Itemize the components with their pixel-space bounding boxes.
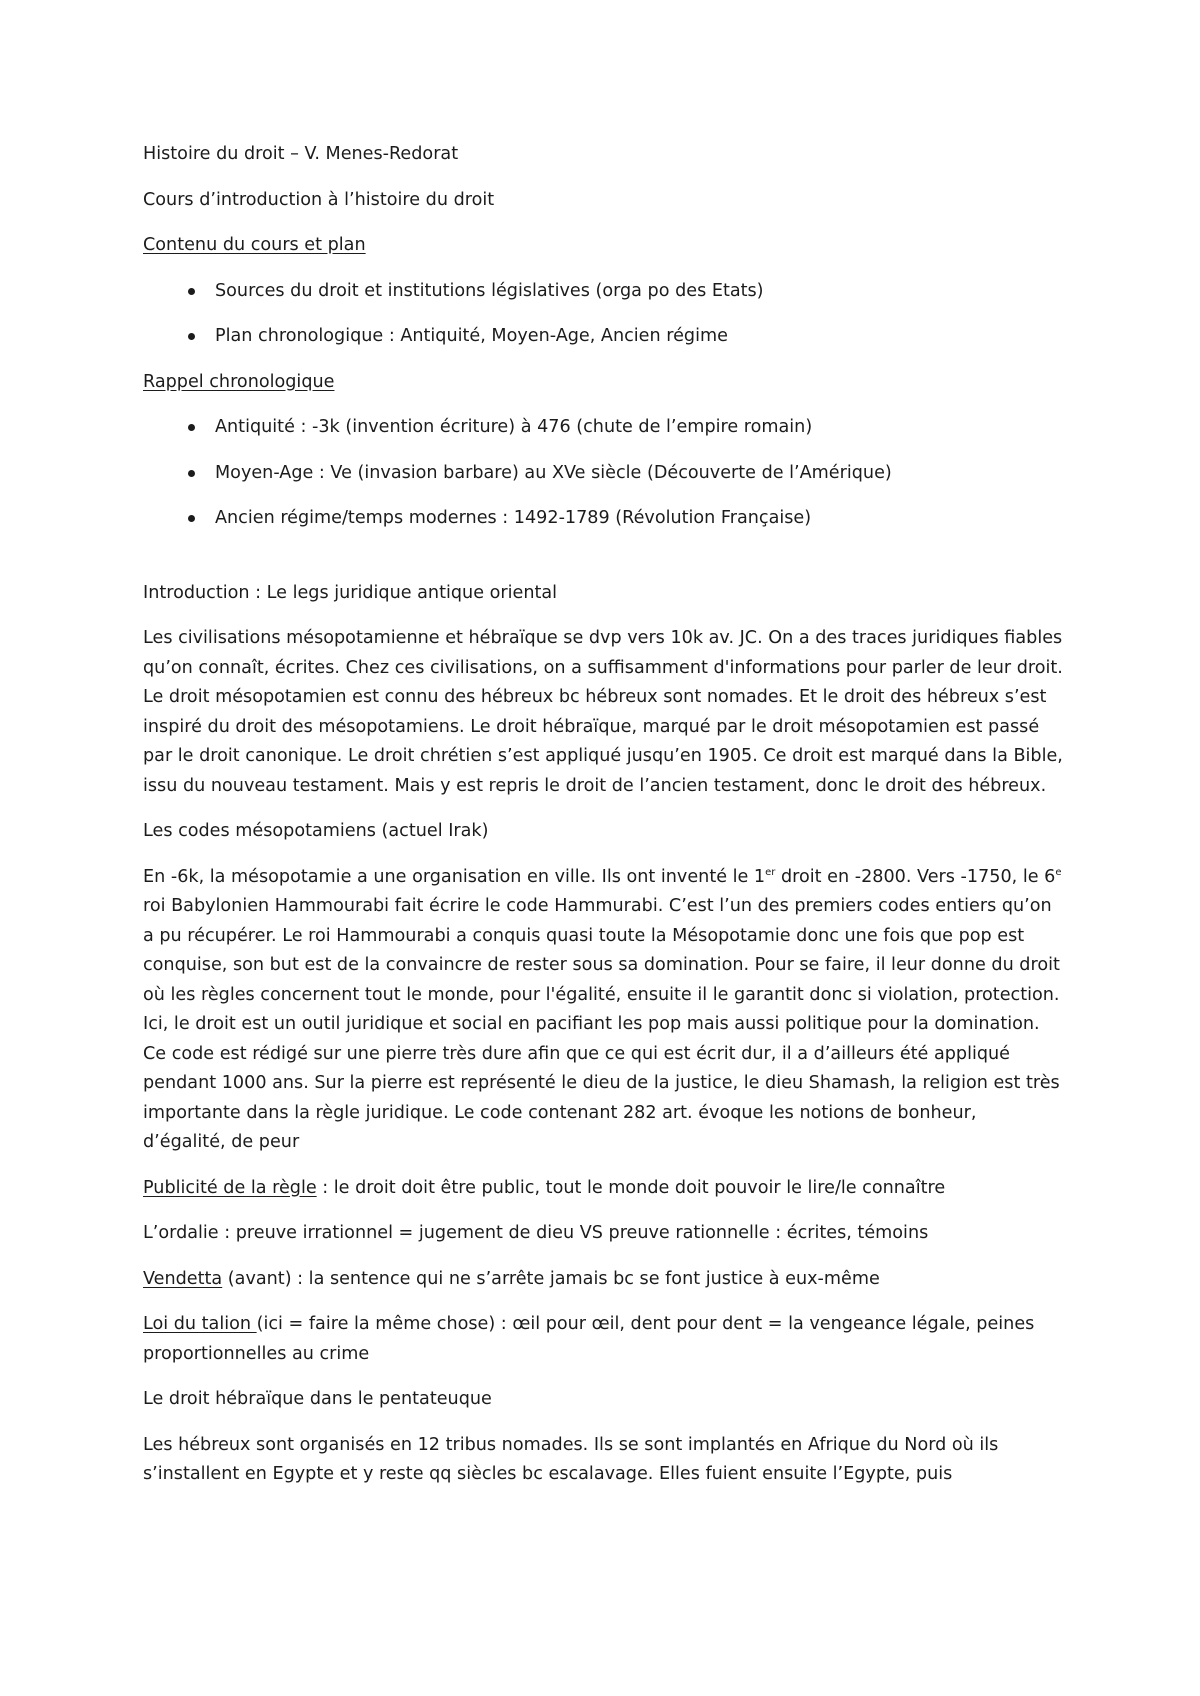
- rappel-heading: Rappel chronologique: [143, 371, 335, 392]
- document-title: Histoire du droit – V. Menes-Redorat: [143, 144, 459, 164]
- contenu-heading: Contenu du cours et plan: [143, 235, 366, 255]
- rappel-list: [143, 413, 1063, 534]
- list-item: Ancien régime/temps modernes : 1492-1789 (Révolution Française): [143, 504, 1063, 534]
- codes-heading: Les codes mésopotamiens (actuel Irak): [143, 821, 489, 841]
- bullet-icon: [188, 515, 195, 522]
- superscript-er: er: [765, 866, 776, 878]
- list-item: Moyen-Age : Ve (invasion barbare) au XVe siècle (Découverte de l’Amérique): [143, 459, 1063, 489]
- talion-line: Loi du talion (ici = faire la même chose) : œil pour œil, dent pour dent = la vengeance légale, peines proportionnelles au crime: [143, 1314, 1035, 1364]
- document-page: [143, 140, 1063, 1506]
- talion-term: Loi du talion: [143, 1314, 257, 1334]
- intro-heading: Introduction : Le legs juridique antique oriental: [143, 582, 558, 603]
- hebraique-heading: Le droit hébraïque dans le pentateuque: [143, 1389, 492, 1409]
- bullet-icon: [188, 288, 195, 295]
- list-item: Plan chronologique : Antiquité, Moyen-Age, Ancien régime: [143, 322, 1063, 352]
- contenu-list: [143, 277, 1063, 352]
- bullet-icon: [188, 333, 195, 340]
- publicite-term: Publicité de la règle: [143, 1177, 317, 1198]
- codes-paragraph: En -6k, la mésopotamie a une organisation en ville. Ils ont inventé le 1er droit en -2800. Vers -1750, le 6e roi Babylonien Hammourabi fait écrire le code Hammurabi. C’est l’un des premiers codes entiers qu’on a pu récupérer. Le roi Hammourabi a conquis quasi toute la Mésopotamie donc une fois que pop est conquise, son but est de la convaincre de rester sous sa domination. Pour se faire, il leur donne du droit où les règles concernent tout le monde, pour l'égalité, ensuite il le garantit donc si violation, protection. Ici, le droit est un outil juridique et social en pacifiant les pop mais aussi politique pour la domination. Ce code est rédigé sur une pierre très dure afin que ce qui est écrit dur, il a d’ailleurs été appliqué pendant 1000 ans. Sur la pierre est représenté le dieu de la justice, le dieu Shamash, la religion est très importante dans la règle juridique. Le code contenant 282 art. évoque les notions de bonheur, d’égalité, de peur: [143, 866, 1062, 1152]
- hebraique-paragraph: Les hébreux sont organisés en 12 tribus nomades. Ils se sont implantés en Afrique du Nord où ils s’installent en Egypte et y reste qq siècles bc escalavage. Elles fuient ensuite l’Egypte, puis: [143, 1434, 999, 1484]
- list-item: Antiquité : -3k (invention écriture) à 476 (chute de l’empire romain): [143, 413, 1063, 443]
- intro-paragraph: Les civilisations mésopotamienne et hébraïque se dvp vers 10k av. JC. On a des traces juridiques fiables qu’on connaît, écrites. Chez ces civilisations, on a suffisamment d'informations pour parler de leur droit. Le droit mésopotamien est connu des hébreux bc hébreux sont nomades. Et le droit des hébreux s’est inspiré du droit des mésopotamiens. Le droit hébraïque, marqué par le droit mésopotamien est passé par le droit canonique. Le droit chrétien s’est appliqué jusqu’en 1905. Ce droit est marqué dans la Bible, issu du nouveau testament. Mais y est repris le droit de l’ancien testament, donc le droit des hébreux.: [143, 628, 1063, 796]
- spacer: [143, 550, 1063, 579]
- course-subtitle: Cours d’introduction à l’histoire du droit: [143, 189, 495, 210]
- bullet-icon: [188, 470, 195, 477]
- bullet-icon: [188, 424, 195, 431]
- ordalie-line: L’ordalie : preuve irrationnel = jugement de dieu VS preuve rationnelle : écrites, témoins: [143, 1223, 929, 1243]
- publicite-line: Publicité de la règle : le droit doit être public, tout le monde doit pouvoir le lire/le connaître: [143, 1177, 946, 1198]
- list-item: Sources du droit et institutions législatives (orga po des Etats): [143, 277, 1063, 307]
- superscript-e: e: [1055, 866, 1062, 878]
- vendetta-line: Vendetta (avant) : la sentence qui ne s’arrête jamais bc se font justice à eux-même: [143, 1268, 880, 1289]
- vendetta-term: Vendetta: [143, 1268, 223, 1289]
